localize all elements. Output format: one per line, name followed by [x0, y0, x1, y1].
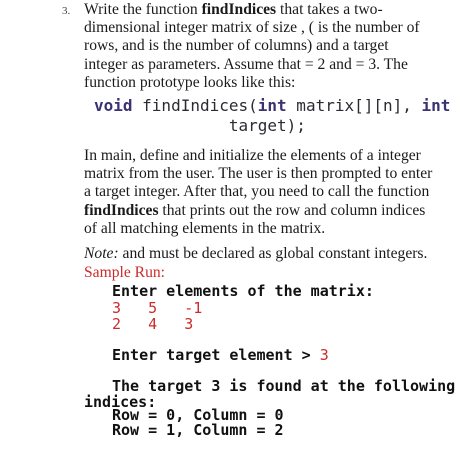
prompt-target-text: Enter target element >	[112, 346, 320, 364]
target-input-value: 3	[319, 346, 329, 364]
note-label: Note:	[84, 245, 119, 262]
question-number: 3.	[62, 5, 71, 17]
intro-text-end: that takes a two-dimensional integer matrix of size , ( is the number of rows, and is the number of columns) and a target integer as parameters. Assume that = 2 and = 3. The function prototype looks like this:	[84, 1, 420, 91]
sample-run-label: Sample Run:	[84, 264, 165, 281]
question-intro	[84, 1, 434, 92]
matrix-input-row-1: 3 5 -1	[112, 299, 203, 317]
prototype-name: findIndices(	[132, 96, 258, 115]
prototype-param2: target);	[228, 115, 306, 135]
intro-text-start: Write the function	[84, 1, 202, 18]
prototype-param1: matrix[][n],	[286, 96, 422, 115]
body-text-end: that prints out the row and column indices of all matching elements in the matrix.	[84, 201, 426, 237]
note	[84, 245, 427, 263]
function-prototype	[94, 96, 450, 135]
index-result-1: Row = 0, Column = 0	[112, 406, 284, 424]
found-message-line-2: indices:	[84, 393, 157, 411]
intro-function-name: findIndices	[201, 1, 277, 18]
index-result-2: Row = 1, Column = 2	[112, 421, 284, 439]
body-text-start: In main, define and initialize the elements of a integer matrix from the user. The user is then prompted to enter a target integer. After that, you need to call the function	[84, 147, 433, 201]
prompt-target	[112, 346, 329, 365]
note-text: and must be declared as global constant integers.	[118, 245, 428, 262]
prompt-matrix: Enter elements of the matrix:	[112, 282, 374, 300]
prototype-return-type: void	[94, 96, 133, 115]
matrix-input-row-2: 2 4 3	[112, 315, 194, 333]
question-body	[84, 147, 434, 238]
prototype-param2-type: int	[421, 96, 451, 115]
prototype-param1-type: int	[257, 96, 287, 115]
found-message-line-1: The target 3 is found at the following	[112, 377, 456, 395]
body-function-name: findIndices	[84, 201, 159, 219]
